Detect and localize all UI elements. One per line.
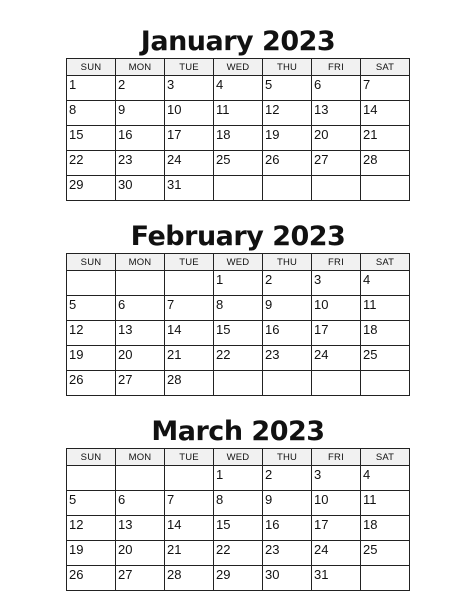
day-cell: 28	[165, 371, 214, 396]
day-cell	[312, 176, 361, 201]
weekday-header-row	[67, 449, 410, 466]
weekday-header: MON	[116, 59, 165, 76]
calendar-grid	[66, 253, 410, 396]
day-cell: 5	[263, 76, 312, 101]
day-cell: 10	[312, 296, 361, 321]
week-row	[67, 516, 410, 541]
day-cell: 15	[214, 321, 263, 346]
weekday-header: THU	[263, 449, 312, 466]
day-cell: 7	[361, 76, 410, 101]
calendar-grid	[66, 58, 410, 201]
day-cell: 12	[67, 516, 116, 541]
weekday-header: MON	[116, 254, 165, 271]
day-cell: 8	[214, 296, 263, 321]
day-cell: 23	[116, 151, 165, 176]
day-cell	[361, 371, 410, 396]
day-cell: 9	[263, 491, 312, 516]
day-cell: 13	[312, 101, 361, 126]
day-cell: 25	[214, 151, 263, 176]
day-cell: 19	[67, 346, 116, 371]
day-cell: 14	[165, 321, 214, 346]
week-row	[67, 566, 410, 591]
day-cell: 5	[67, 491, 116, 516]
day-cell: 13	[116, 321, 165, 346]
day-cell: 21	[361, 126, 410, 151]
day-cell: 29	[67, 176, 116, 201]
day-cell: 27	[116, 566, 165, 591]
day-cell: 11	[361, 491, 410, 516]
week-row	[67, 321, 410, 346]
week-row	[67, 491, 410, 516]
day-cell	[214, 176, 263, 201]
day-cell: 12	[263, 101, 312, 126]
day-cell: 23	[263, 346, 312, 371]
day-cell: 31	[165, 176, 214, 201]
day-cell	[263, 176, 312, 201]
day-cell: 14	[361, 101, 410, 126]
day-cell: 22	[214, 541, 263, 566]
weekday-header: WED	[214, 449, 263, 466]
calendar-grid	[66, 448, 410, 591]
day-cell: 11	[214, 101, 263, 126]
week-row	[67, 346, 410, 371]
day-cell	[67, 271, 116, 296]
week-row	[67, 126, 410, 151]
day-cell: 14	[165, 516, 214, 541]
day-cell: 20	[312, 126, 361, 151]
day-cell: 2	[263, 466, 312, 491]
day-cell: 27	[312, 151, 361, 176]
day-cell: 16	[116, 126, 165, 151]
week-row	[67, 371, 410, 396]
day-cell: 26	[67, 566, 116, 591]
day-cell	[165, 466, 214, 491]
day-cell: 9	[116, 101, 165, 126]
day-cell: 20	[116, 346, 165, 371]
day-cell	[165, 271, 214, 296]
day-cell: 30	[116, 176, 165, 201]
weekday-header: FRI	[312, 254, 361, 271]
day-cell: 4	[361, 466, 410, 491]
weekday-header: TUE	[165, 449, 214, 466]
weekday-header-row	[67, 59, 410, 76]
day-cell: 22	[214, 346, 263, 371]
day-cell: 25	[361, 541, 410, 566]
day-cell: 9	[263, 296, 312, 321]
day-cell: 6	[116, 296, 165, 321]
day-cell: 25	[361, 346, 410, 371]
weekday-header: SUN	[67, 254, 116, 271]
weekday-header: FRI	[312, 449, 361, 466]
weekday-header: SUN	[67, 449, 116, 466]
day-cell: 13	[116, 516, 165, 541]
day-cell: 6	[312, 76, 361, 101]
day-cell: 18	[361, 516, 410, 541]
day-cell: 18	[361, 321, 410, 346]
day-cell	[361, 176, 410, 201]
day-cell: 2	[116, 76, 165, 101]
week-row	[67, 296, 410, 321]
day-cell: 24	[165, 151, 214, 176]
weekday-header: THU	[263, 59, 312, 76]
day-cell	[116, 271, 165, 296]
weekday-header: SAT	[361, 59, 410, 76]
day-cell: 6	[116, 491, 165, 516]
day-cell: 15	[214, 516, 263, 541]
week-row	[67, 466, 410, 491]
day-cell: 16	[263, 516, 312, 541]
day-cell: 1	[214, 271, 263, 296]
day-cell: 4	[214, 76, 263, 101]
week-row	[67, 176, 410, 201]
weekday-header: WED	[214, 254, 263, 271]
week-row	[67, 76, 410, 101]
week-row	[67, 101, 410, 126]
weekday-header: TUE	[165, 59, 214, 76]
day-cell: 15	[67, 126, 116, 151]
weekday-header: SAT	[361, 449, 410, 466]
day-cell: 17	[312, 516, 361, 541]
month-title: February 2023	[130, 221, 346, 252]
day-cell: 17	[312, 321, 361, 346]
day-cell: 23	[263, 541, 312, 566]
day-cell: 17	[165, 126, 214, 151]
day-cell: 7	[165, 491, 214, 516]
day-cell: 12	[67, 321, 116, 346]
day-cell: 10	[165, 101, 214, 126]
weekday-header: SAT	[361, 254, 410, 271]
day-cell: 20	[116, 541, 165, 566]
day-cell	[263, 371, 312, 396]
day-cell: 30	[263, 566, 312, 591]
weekday-header: THU	[263, 254, 312, 271]
week-row	[67, 151, 410, 176]
weekday-header: FRI	[312, 59, 361, 76]
day-cell	[116, 466, 165, 491]
day-cell	[67, 466, 116, 491]
day-cell: 5	[67, 296, 116, 321]
weekday-header: MON	[116, 449, 165, 466]
week-row	[67, 271, 410, 296]
day-cell: 21	[165, 541, 214, 566]
day-cell: 3	[312, 271, 361, 296]
day-cell: 18	[214, 126, 263, 151]
day-cell: 28	[361, 151, 410, 176]
day-cell: 24	[312, 541, 361, 566]
day-cell: 11	[361, 296, 410, 321]
day-cell: 21	[165, 346, 214, 371]
day-cell	[361, 566, 410, 591]
day-cell: 26	[67, 371, 116, 396]
week-row	[67, 541, 410, 566]
day-cell: 27	[116, 371, 165, 396]
month-title: March 2023	[151, 416, 325, 447]
day-cell: 19	[263, 126, 312, 151]
day-cell: 22	[67, 151, 116, 176]
day-cell	[214, 371, 263, 396]
day-cell: 16	[263, 321, 312, 346]
day-cell: 19	[67, 541, 116, 566]
day-cell: 2	[263, 271, 312, 296]
weekday-header: SUN	[67, 59, 116, 76]
month-title: January 2023	[140, 26, 336, 57]
day-cell: 3	[312, 466, 361, 491]
day-cell: 31	[312, 566, 361, 591]
day-cell: 1	[67, 76, 116, 101]
day-cell: 3	[165, 76, 214, 101]
day-cell: 28	[165, 566, 214, 591]
day-cell: 8	[67, 101, 116, 126]
weekday-header: WED	[214, 59, 263, 76]
day-cell: 10	[312, 491, 361, 516]
day-cell: 29	[214, 566, 263, 591]
day-cell: 26	[263, 151, 312, 176]
day-cell: 8	[214, 491, 263, 516]
day-cell: 1	[214, 466, 263, 491]
day-cell: 24	[312, 346, 361, 371]
day-cell: 7	[165, 296, 214, 321]
weekday-header: TUE	[165, 254, 214, 271]
weekday-header-row	[67, 254, 410, 271]
day-cell	[312, 371, 361, 396]
day-cell: 4	[361, 271, 410, 296]
